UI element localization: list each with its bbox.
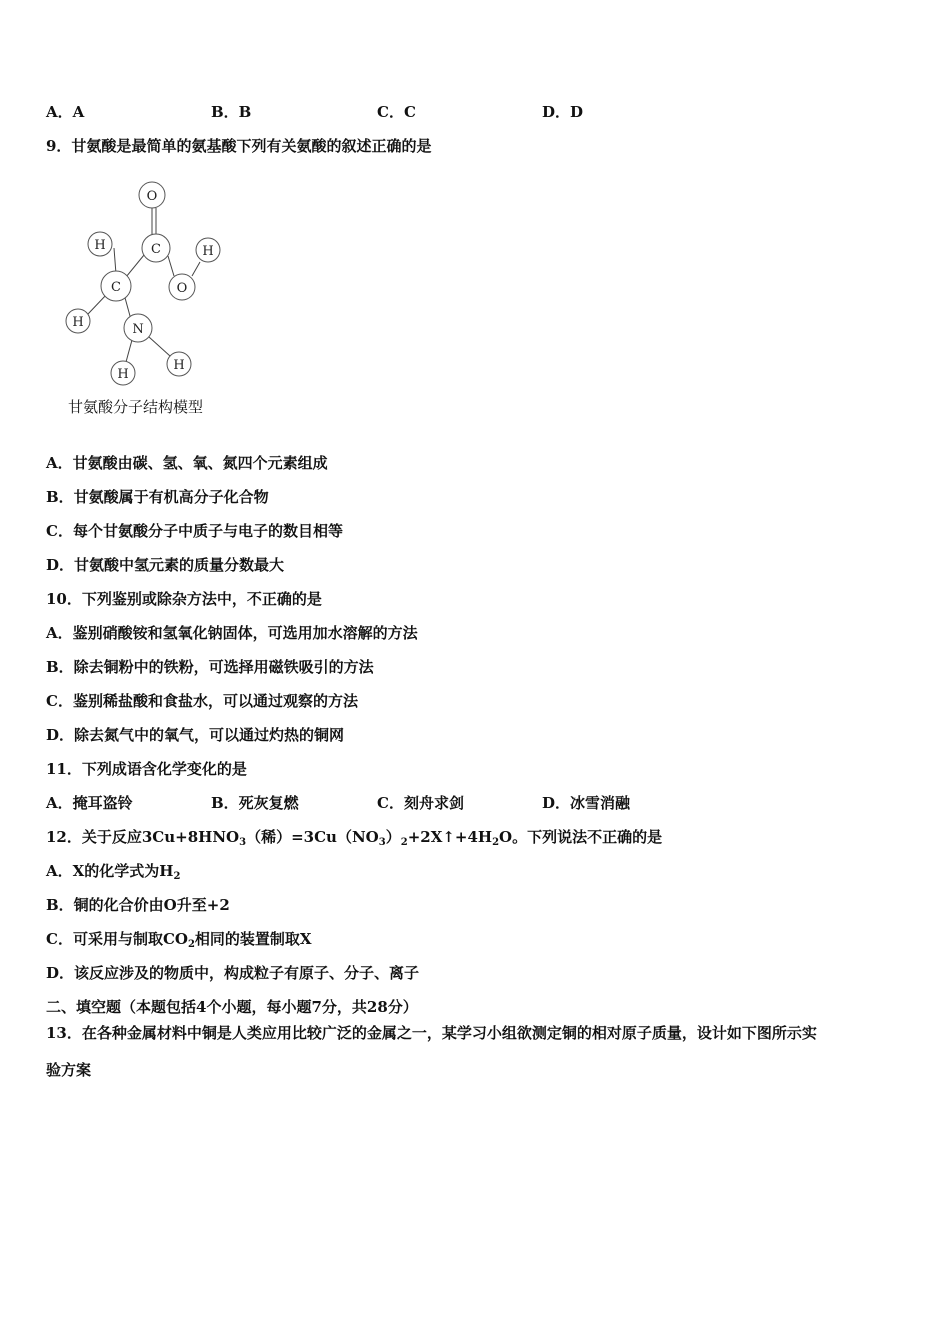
q12-stem: 12．关于反应$3Cu+8HNO_3$（稀）$=3Cu(NO_3)_2+2X↑+4H_2O$。下列说法不正确的是 <box>46 828 663 848</box>
q9-option-c: C．每个甘氨酸分子中质子与电子的数目相等 <box>46 522 343 540</box>
atom-label-o-top: O <box>146 189 158 204</box>
atom-label-h-1: H <box>94 238 106 253</box>
atom-label-h-4: H <box>117 367 129 382</box>
section-heading: 二、填空题（本题包括4个小题，每小题7分，共28分） <box>46 998 418 1016</box>
q11-option-c: C．刻舟求剑 <box>377 794 464 812</box>
q8-option-b: B．B <box>211 103 252 121</box>
q8-option-a: A．A <box>46 103 85 121</box>
atom-label-h-3: H <box>72 315 84 330</box>
q9-option-a: A．甘氨酸由碳、氢、氧、氮四个元素组成 <box>46 454 328 472</box>
figure-caption: 甘氨酸分子结构模型 <box>68 398 204 416</box>
q8-option-c: C．C <box>377 103 416 121</box>
atom-label-n: N <box>132 322 144 337</box>
q9-option-b: B．甘氨酸属于有机高分子化合物 <box>46 488 269 506</box>
q10-stem: 10．下列鉴别或除杂方法中，不正确的是 <box>46 590 322 608</box>
q9-stem: 9．甘氨酸是最简单的氨基酸下列有关氨酸的叙述正确的是 <box>46 137 432 155</box>
q10-option-a: A．鉴别硝酸铵和氢氧化钠固体，可选用加水溶解的方法 <box>46 624 418 642</box>
q8-option-d: D．D <box>542 103 584 121</box>
q12-option-a: A．X的化学式为$H_2$ <box>46 862 181 882</box>
atom-label-c-alpha: C <box>111 280 121 295</box>
q11-option-d: D．冰雪消融 <box>542 794 631 812</box>
atom-label-h-2: H <box>202 244 214 259</box>
q11-option-a: A．掩耳盗铃 <box>46 794 133 812</box>
atom-label-h-5: H <box>173 358 185 373</box>
atom-label-o-hydroxyl: O <box>176 281 188 296</box>
glycine-molecule-diagram <box>60 176 240 391</box>
q13-line1: 13．在各种金属材料中铜是人类应用比较广泛的金属之一，某学习小组欲测定铜的相对原子质量，设计如下图所示实 <box>46 1024 817 1042</box>
atom-label-c-carboxyl: C <box>151 242 161 257</box>
q10-option-c: C．鉴别稀盐酸和食盐水，可以通过观察的方法 <box>46 692 358 710</box>
q12-option-b: B．铜的化合价由O升至+2 <box>46 896 230 914</box>
q11-stem: 11．下列成语含化学变化的是 <box>46 760 247 778</box>
q13-line2: 验方案 <box>46 1061 92 1079</box>
q12-option-c: C．可采用与制取$CO_2$相同的装置制取X <box>46 930 312 950</box>
q11-option-b: B．死灰复燃 <box>211 794 299 812</box>
q12-option-d: D．该反应涉及的物质中，构成粒子有原子、分子、离子 <box>46 964 420 982</box>
q10-option-b: B．除去铜粉中的铁粉，可选择用磁铁吸引的方法 <box>46 658 374 676</box>
q10-option-d: D．除去氮气中的氧气，可以通过灼热的铜网 <box>46 726 345 744</box>
q9-option-d: D．甘氨酸中氢元素的质量分数最大 <box>46 556 285 574</box>
